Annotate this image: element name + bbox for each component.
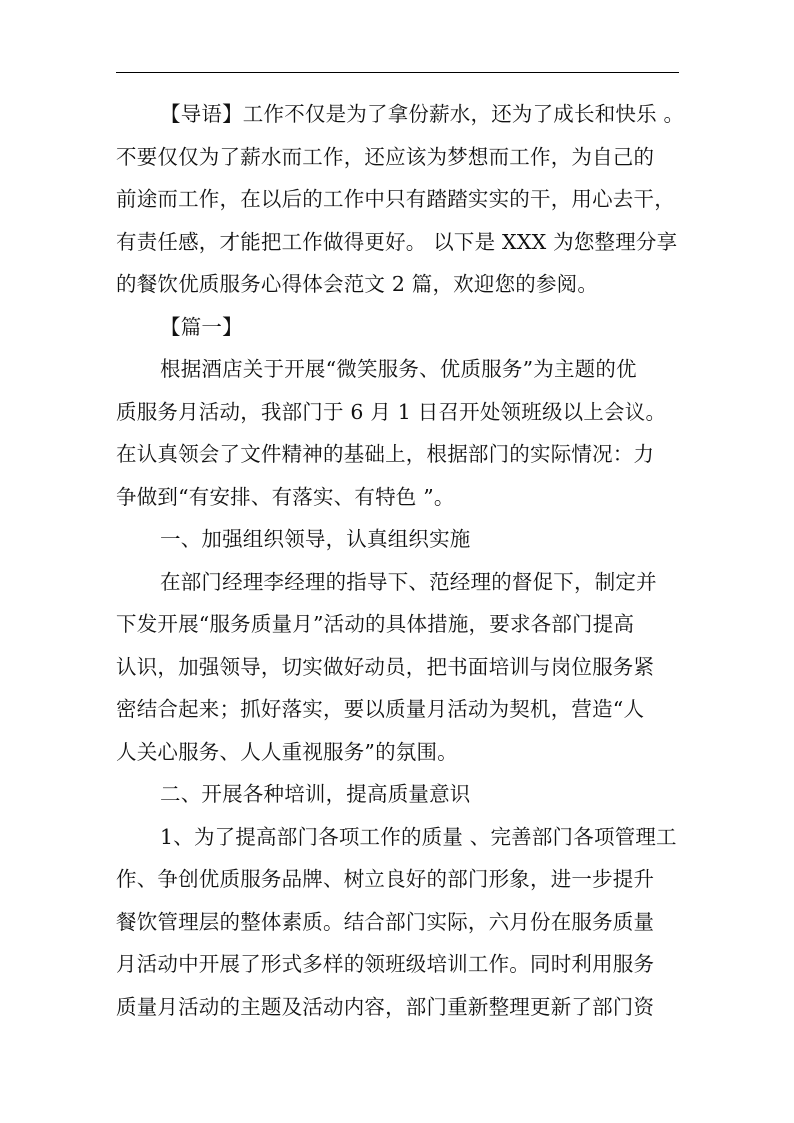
subsection-heading: 一、加强组织领导，认真组织实施: [160, 527, 471, 551]
intro-line: 【导语】工作不仅是为了拿份薪水，还为了成长和快乐 。: [160, 102, 685, 126]
subsection-heading: 二、开展各种培训，提高质量意识: [160, 782, 471, 806]
text-line: 作、争创优质服务品牌、树立良好的部门形象，进一步提升: [116, 867, 655, 891]
document-body: [116, 93, 686, 1028]
text-line: 根据酒店关于开展“微笑服务、优质服务”为主题的优: [160, 357, 637, 381]
text-line: 的餐饮优质服务心得体会范文 2 篇，欢迎您的参阅。: [116, 272, 599, 296]
text-line: 下发开展“服务质量月”活动的具体措施，要求各部门提高: [116, 612, 635, 636]
text-line: 前途而工作，在以后的工作中只有踏踏实实的干，用心去干，: [116, 187, 675, 211]
text-line: 人关心服务、人人重视服务”的氛围。: [116, 739, 458, 764]
text-line: 餐饮管理层的整体素质。结合部门实际，六月份在服务质量: [116, 909, 655, 934]
text-line: 有责任感，才能把工作做得更好。 以下是 XXX 为您整理分享: [116, 229, 678, 254]
header-rule: [116, 72, 679, 73]
text-line: 争做到“有安排、有落实、有特色 ”。: [116, 484, 455, 509]
section-heading: 【篇一】: [160, 314, 243, 339]
text-line: 1、为了提高部门各项工作的质量 、完善部门各项管理工: [160, 824, 677, 849]
text-line: 在部门经理李经理的指导下、范经理的督促下，制定并: [160, 569, 657, 594]
text-line: 在认真领会了文件精神的基础上，根据部门的实际情况：力: [116, 442, 655, 466]
text-line: 密结合起来；抓好落实，要以质量月活动为契机，营造“人: [116, 697, 645, 721]
text-line: 月活动中开展了形式多样的领班级培训工作。同时利用服务: [116, 952, 655, 976]
text-line: 不要仅仅为了薪水而工作，还应该为梦想而工作，为自己的: [116, 144, 655, 169]
text-line: 质服务月活动，我部门于 6 月 1 日召开处领班级以上会议。: [116, 399, 667, 424]
text-line: 质量月活动的主题及活动内容，部门重新整理更新了部门资: [116, 994, 655, 1019]
text-line: 认识，加强领导，切实做好动员，把书面培训与岗位服务紧: [116, 654, 655, 679]
